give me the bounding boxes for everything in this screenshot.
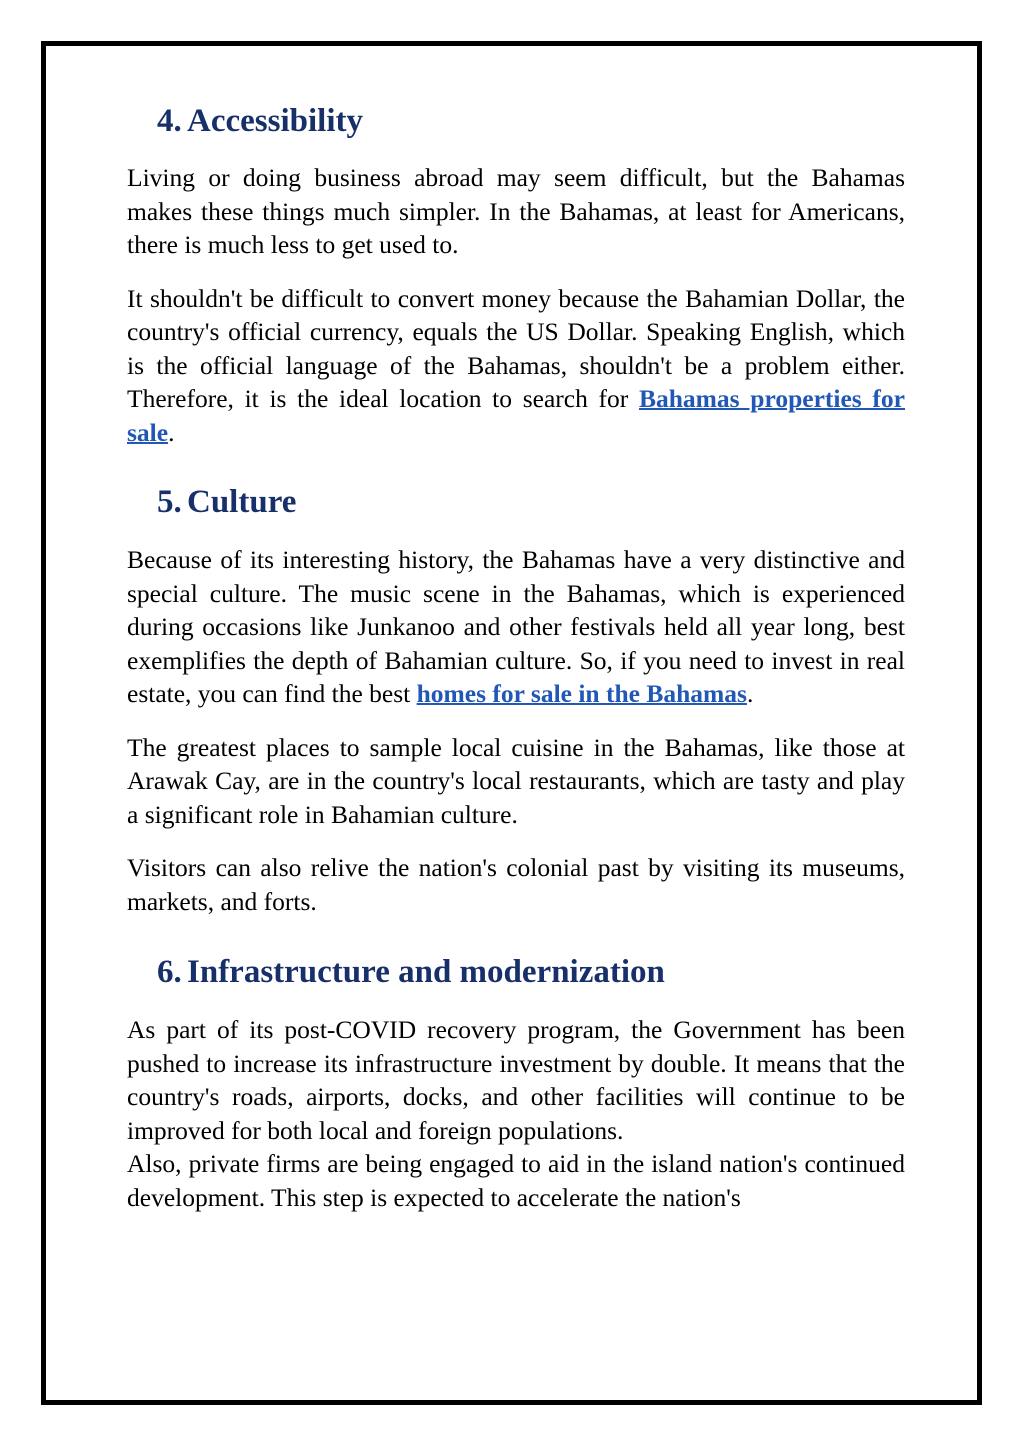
spacer bbox=[127, 831, 905, 851]
paragraph-accessibility-2 bbox=[127, 282, 905, 450]
section-title: Culture bbox=[187, 484, 297, 520]
section-title: Infrastructure and modernization bbox=[187, 954, 665, 990]
section-heading-infrastructure bbox=[127, 952, 905, 992]
spacer bbox=[127, 449, 905, 482]
spacer bbox=[127, 918, 905, 952]
section-title: Accessibility bbox=[187, 103, 363, 139]
spacer bbox=[127, 522, 905, 543]
paragraph-text-run: . bbox=[746, 679, 754, 708]
paragraph-infrastructure-1: As part of its post-COVID recovery program, the Government has been pushed to increase its infrastructure investment by double. It means that the country's roads, airports, docks, and other facilities will continue to be improved for both local and foreign populations. bbox=[127, 1015, 905, 1145]
link-bahamas-properties-for-sale[interactable]: Bahamas properties for sale bbox=[127, 384, 905, 447]
section-number: 6. bbox=[157, 954, 182, 990]
spacer bbox=[127, 711, 905, 731]
paragraph-culture-1 bbox=[127, 543, 905, 711]
link-homes-for-sale-in-the-bahamas[interactable]: homes for sale in the Bahamas bbox=[416, 679, 747, 708]
paragraph-text-run: . bbox=[168, 417, 175, 447]
paragraph-text-run: It shouldn't be difficult to convert money because the Bahamian Dollar, the country's official currency, equals the US Dollar. Speaking English, which is the official language of the Bahamas, shouldn't be a problem either. Therefore, it is the ideal location to search for bbox=[127, 283, 905, 413]
paragraph-accessibility-1: Living or doing business abroad may seem difficult, but the Bahamas makes these things much simpler. In the Bahamas, at least for Americans, there is much less to get used to. bbox=[127, 163, 905, 259]
paragraph-culture-2: The greatest places to sample local cuisine in the Bahamas, like those at Arawak Cay, are in the country's local restaurants, which are tasty and play a significant role in Bahamian culture. bbox=[127, 732, 905, 829]
paragraph-culture-3: Visitors can also relive the nation's colonial past by visiting its museums, markets, and forts. bbox=[127, 853, 905, 916]
spacer bbox=[127, 262, 905, 282]
section-heading-accessibility bbox=[127, 101, 905, 141]
section-number: 5. bbox=[157, 484, 182, 520]
spacer bbox=[127, 141, 905, 161]
page-border-frame bbox=[41, 41, 982, 1405]
spacer bbox=[127, 992, 905, 1013]
section-number: 4. bbox=[157, 103, 182, 139]
document-content bbox=[127, 101, 905, 1214]
paragraph-text-run: Because of its interesting history, the Bahamas have a very distinctive and special culture. The music scene in the Bahamas, which is experienced during occasions like Junkanoo and other festivals held all year long, best exemplifies the depth of Bahamian culture. So, if you need to invest in real estate, you can find the best bbox=[127, 545, 905, 708]
section-heading-culture bbox=[127, 482, 905, 522]
paragraph-infrastructure-2: Also, private firms are being engaged to aid in the island nation's continued development. This step is expected to accelerate the nation's bbox=[127, 1149, 905, 1212]
